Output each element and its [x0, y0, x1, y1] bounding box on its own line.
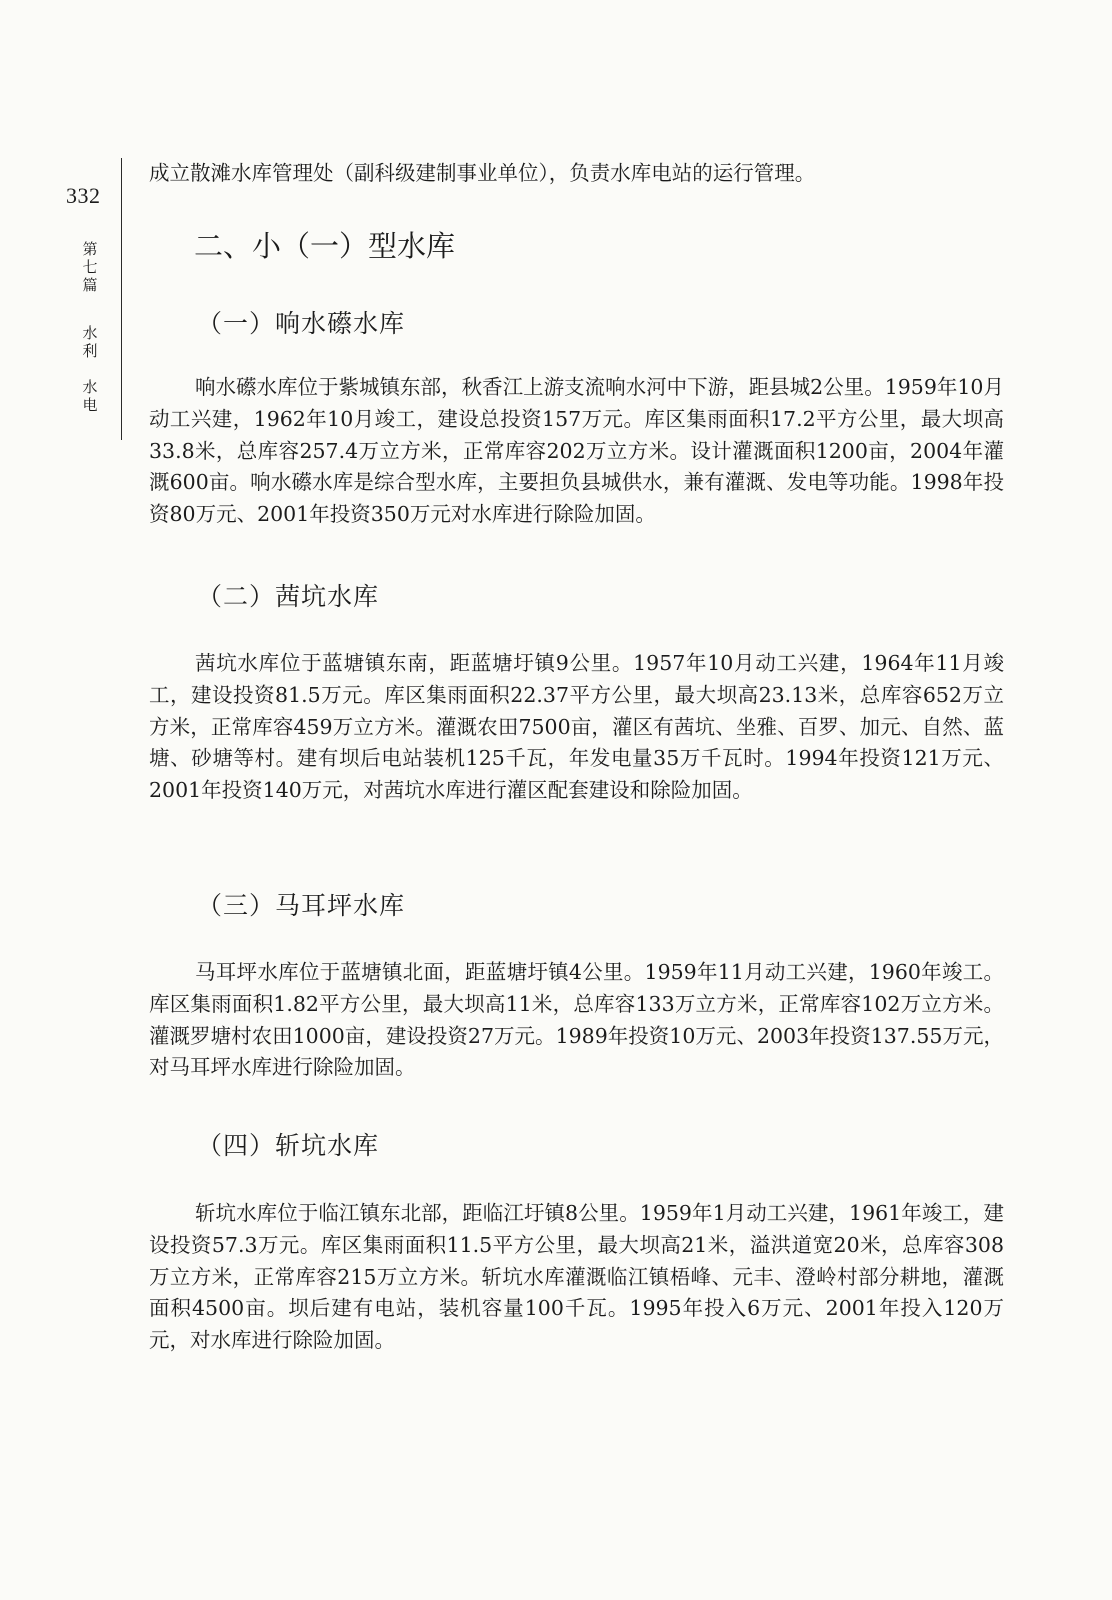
- side-label-topic-2: [78, 378, 102, 414]
- subsection-paragraph-2: 茜坑水库位于蓝塘镇东南，距蓝塘圩镇9公里。1957年10月动工兴建，1964年11月竣工，建设投资81.5万元。库区集雨面积22.37平方公里，最大坝高23.13米，总库容652万立方米，正常库容459万立方米。灌溉农田7500亩，灌区有茜坑、坐雅、百罗、加元、自然、蓝塘、砂塘等村。建有坝后电站装机125千瓦，年发电量35万千瓦时。1994年投资121万元、2001年投资140万元，对茜坑水库进行灌区配套建设和除险加固。: [149, 651, 1004, 803]
- subsection-paragraph-1: 响水礤水库位于紫城镇东部，秋香江上游支流响水河中下游，距县城2公里。1959年10月动工兴建，1962年10月竣工，建设总投资157万元。库区集雨面积17.2平方公里，最大坝高33.8米，总库容257.4万立方米，正常库容202万立方米。设计灌溉面积1200亩，2004年灌溉600亩。响水礤水库是综合型水库，主要担负县城供水，兼有灌溉、发电等功能。1998年投资80万元、2001年投资350万元对水库进行除险加固。: [149, 375, 1004, 527]
- subsection-heading-1: （一）响水礤水库: [197, 309, 406, 338]
- side-label-char: 七: [82, 258, 98, 276]
- side-label-char: 篇: [82, 276, 98, 294]
- side-label-char: 第: [82, 240, 98, 258]
- side-label-char: 水: [82, 378, 98, 396]
- section-heading: 二、小（一）型水库: [194, 229, 456, 263]
- margin-rule: [121, 158, 122, 440]
- subsection-heading-2: （二）茜坑水库: [197, 582, 380, 611]
- subsection-paragraph-4: 斩坑水库位于临江镇东北部，距临江圩镇8公里。1959年1月动工兴建，1961年竣工，建设投资57.3万元。库区集雨面积11.5平方公里，最大坝高21米，溢洪道宽20米，总库容308万立方米，正常库容215万立方米。斩坑水库灌溉临江镇梧峰、元丰、澄岭村部分耕地，灌溉面积4500亩。坝后建有电站，装机容量100千瓦。1995年投入6万元、2001年投入120万元，对水库进行除险加固。: [149, 1201, 1004, 1353]
- intro-line: 成立散滩水库管理处（副科级建制事业单位），负责水库电站的运行管理。: [149, 161, 816, 185]
- page-number: 332: [66, 183, 101, 208]
- side-label-part: [78, 240, 102, 294]
- subsection-heading-4: （四）斩坑水库: [197, 1131, 380, 1160]
- side-label-char: 电: [82, 396, 98, 414]
- subsection-heading-3: （三）马耳坪水库: [197, 891, 406, 920]
- subsection-paragraph-3: 马耳坪水库位于蓝塘镇北面，距蓝塘圩镇4公里。1959年11月动工兴建，1960年竣工。库区集雨面积1.82平方公里，最大坝高11米，总库容133万立方米，正常库容102万立方米。灌溉罗塘村农田1000亩，建设投资27万元。1989年投资10万元、2003年投资137.55万元，对马耳坪水库进行除险加固。: [149, 960, 1004, 1080]
- side-label-topic-1: [78, 324, 102, 360]
- side-label-char: 利: [82, 342, 98, 360]
- side-label-char: 水: [82, 324, 98, 342]
